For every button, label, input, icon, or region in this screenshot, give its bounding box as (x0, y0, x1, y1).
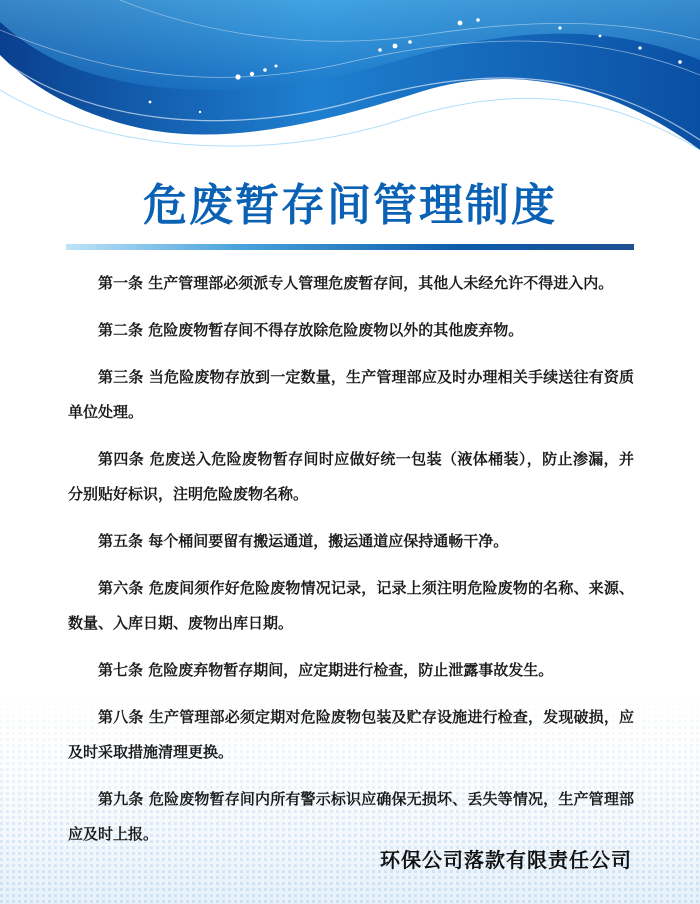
article-item: 第五条 每个桶间要留有搬运通道，搬运通道应保持通畅干净。 (98, 532, 509, 550)
article-item: 第六条 危废间须作好危险废物情况记录，记录上须注明危险废物的名称、来源、数量、入库日期、废物出库日期。 (68, 579, 634, 632)
article-item: 第九条 危险废物暂存间内所有警示标识应确保无损坏、丢失等情况，生产管理部应及时上报。 (68, 790, 634, 843)
article-list (68, 266, 634, 864)
article-item: 第七条 危险废弃物暂存期间，应定期进行检查，防止泄露事故发生。 (98, 661, 554, 679)
article-item: 第三条 当危险废物存放到一定数量，生产管理部应及时办理相关手续送往有资质单位处理。 (68, 368, 634, 421)
article-item: 第二条 危险废物暂存间不得存放除危险废物以外的其他废弃物。 (98, 321, 524, 339)
title-divider (66, 244, 634, 250)
article-item: 第四条 危废送入危险废物暂存间时应做好统一包装（液体桶装），防止渗漏，并分别贴好标识，注明危险废物名称。 (68, 450, 634, 503)
page-title: 危废暂存间管理制度 (143, 180, 557, 231)
company-signature: 环保公司落款有限责任公司 (380, 848, 632, 872)
article-item: 第一条 生产管理部必须派专人管理危废暂存间，其他人未经允许不得进入内。 (98, 274, 614, 292)
article-item: 第八条 生产管理部必须定期对危险废物包装及贮存设施进行检查，发现破损，应及时采取措施清理更换。 (68, 708, 634, 761)
